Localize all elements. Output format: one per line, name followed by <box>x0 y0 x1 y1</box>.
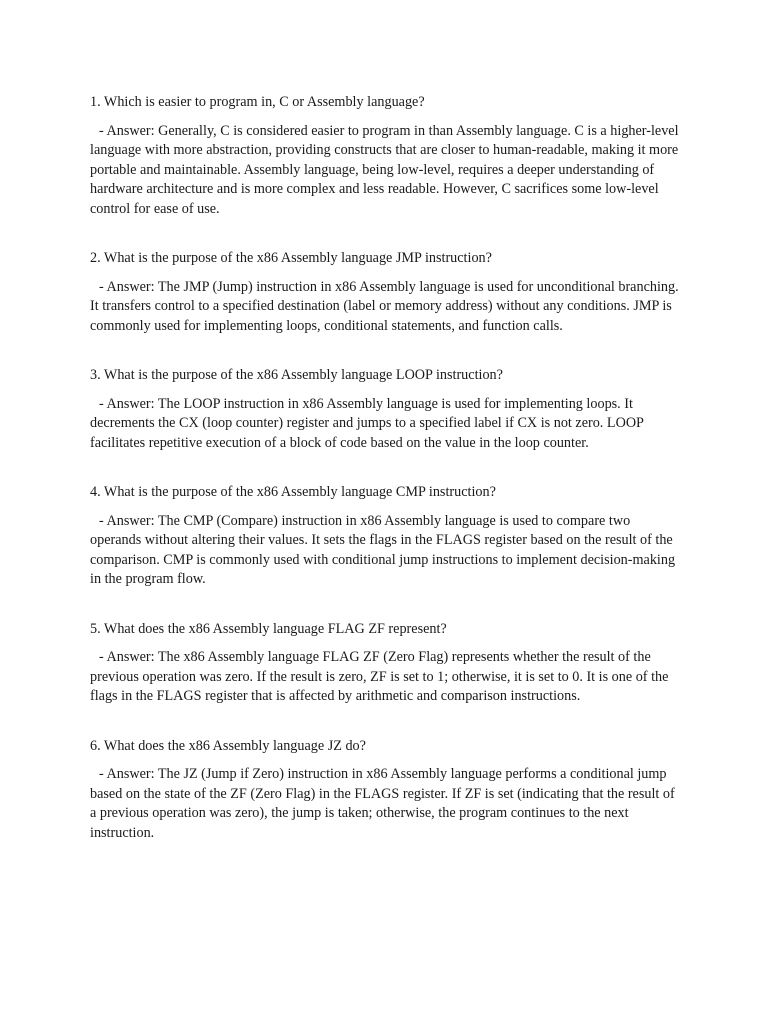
question-1: 1. Which is easier to program in, C or Assembly language? <box>90 94 425 110</box>
question-2: 2. What is the purpose of the x86 Assembly language JMP instruction? <box>90 250 492 266</box>
qa-item-6 <box>90 737 680 844</box>
question-6: 6. What does the x86 Assembly language JZ do? <box>90 737 366 754</box>
answer-4: - Answer: The CMP (Compare) instruction in x86 Assembly language is used to compare two operands without altering their values. It sets the flags in the FLAGS register based on the result of the comparison. CMP is commonly used with conditional jump instructions to implement decision-making in the program flow. <box>90 512 676 587</box>
question-3: 3. What is the purpose of the x86 Assembly language LOOP instruction? <box>90 367 503 383</box>
answer-1: - Answer: Generally, C is considered easier to program in than Assembly language. C is a higher-level language with more abstraction, providing constructs that are closer to human-readable, making it more portable and maintainable. Assembly language, being low-level, requires a deeper understanding of hardware architecture and is more complex and less readable. However, C sacrifices some low-level control for ease of use. <box>90 122 679 217</box>
qa-item-3 <box>90 366 680 453</box>
question-4: 4. What is the purpose of the x86 Assembly language CMP instruction? <box>90 484 496 500</box>
question-5: 5. What does the x86 Assembly language FLAG ZF represent? <box>90 620 447 637</box>
answer-6: - Answer: The JZ (Jump if Zero) instruction in x86 Assembly language performs a conditional jump based on the state of the ZF (Zero Flag) in the FLAGS register. If ZF is set (indicating that the result of a previous operation was zero), the jump is taken; otherwise, the program continues to the next instruction. <box>90 766 675 841</box>
answer-5: - Answer: The x86 Assembly language FLAG ZF (Zero Flag) represents whether the result of the previous operation was zero. If the result is zero, ZF is set to 1; otherwise, it is set to 0. It is one of the flags in the FLAGS register that is affected by arithmetic and comparison instructions. <box>90 649 669 704</box>
qa-item-5 <box>90 620 680 707</box>
answer-3: - Answer: The LOOP instruction in x86 Assembly language is used for implementing loops. It decrements the CX (loop counter) register and jumps to a specified label if CX is not zero. LOOP facilitates repetitive execution of a block of code based on the value in the loop counter. <box>90 395 644 451</box>
qa-item-4 <box>90 483 680 590</box>
qa-item-1 <box>90 93 680 219</box>
answer-2: - Answer: The JMP (Jump) instruction in x86 Assembly language is used for unconditional branching. It transfers control to a specified destination (label or memory address) without any conditions. JMP is commonly used for implementing loops, conditional statements, and function calls. <box>90 278 679 334</box>
qa-item-2 <box>90 249 680 336</box>
document-page <box>90 93 680 873</box>
